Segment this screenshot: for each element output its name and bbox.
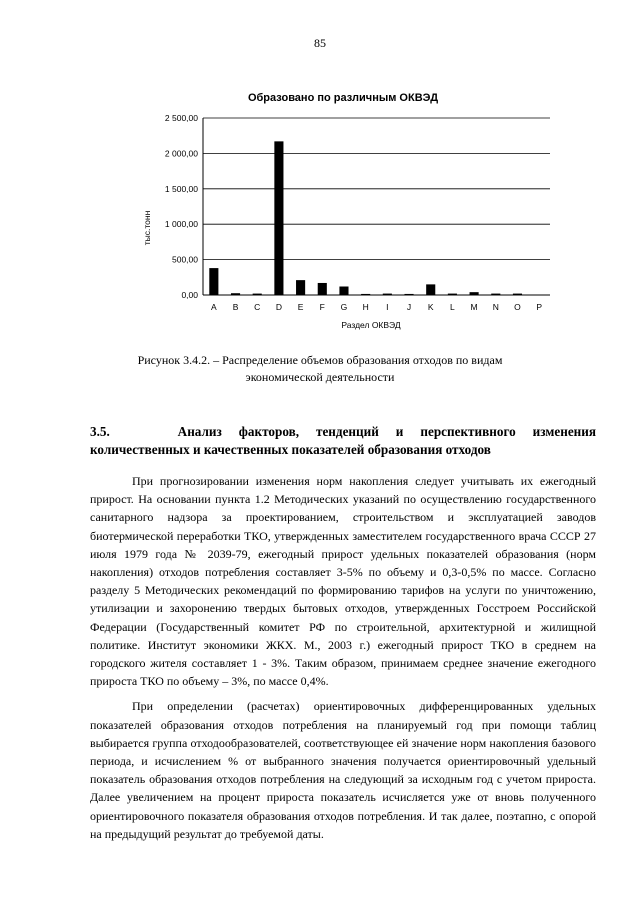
x-tick-label: G: [340, 302, 348, 312]
chart-grid: [203, 118, 550, 295]
chart-y-ticks: [165, 113, 198, 300]
bar-E: [296, 280, 305, 295]
x-tick-label: E: [297, 302, 304, 312]
y-tick-label: 1 000,00: [164, 219, 198, 230]
x-tick-label: D: [275, 302, 282, 312]
x-tick-label: O: [514, 302, 521, 312]
x-tick-label: K: [427, 302, 434, 312]
section-title-line-1: Анализ факторов, тенденций и перспективного изменения: [177, 424, 596, 439]
chart-x-ticks: [211, 302, 542, 312]
x-tick-label: J: [406, 302, 412, 312]
bar-N: [491, 294, 500, 295]
bar-O: [513, 294, 522, 295]
section-heading: [90, 423, 596, 459]
x-tick-label: C: [254, 302, 261, 312]
figure-caption: [100, 352, 540, 386]
body-text: [90, 472, 596, 850]
paragraph-1: При прогнозировании изменения норм накопления следует учитывать их ежегодный прирост. На основании пункта 1.2 Методических указаний по осуществлению государственного санитарного надзора за проектированием, строительством и эксплуатацией заводов биотермической переработки ТКО, утвержденных заместителем государственного врача СССР 27 июля 1979 года № 2039-79, ежегодный прирост удельных показателей образования (норм накопления) отходов потребления составляет 3-5% по объему и 0,3-0,5% по массе. Согласно разделу 5 Методических рекомендаций по формированию тарифов на услуги по уничтожению, утилизации и захоронению твердых бытовых отходов, утвержденных Госстроем Российской Федерации (Государственный комитет РФ по строительной, архитектурной и жилищной политике. Институт экономики ЖКХ. М., 2003 г.) ежегодный прирост ТКО в среднем на городского жителя составляет 1 - 3%. Таким образом, принимаем среднее значение ежегодного прироста ТКО по объему – 3%, по массе 0,4%.: [90, 474, 596, 689]
x-tick-label: F: [319, 302, 325, 312]
x-tick-label: P: [536, 302, 542, 312]
caption-line-2: экономической деятельности: [245, 370, 395, 384]
bar-M: [470, 292, 479, 295]
x-tick-label: M: [470, 302, 478, 312]
x-tick-label: A: [211, 302, 217, 312]
bar-I: [383, 294, 392, 295]
y-tick-label: 2 000,00: [164, 148, 198, 159]
x-tick-label: I: [386, 302, 389, 312]
bar-L: [448, 294, 457, 295]
bar-chart: [128, 80, 558, 345]
caption-line-1: Рисунок 3.4.2. – Распределение объемов образования отходов по видам: [137, 353, 503, 367]
bar-J: [404, 294, 413, 295]
x-tick-label: H: [362, 302, 369, 312]
chart-bars: [209, 141, 543, 295]
bar-C: [253, 294, 262, 295]
paragraph-2: При определении (расчетах) ориентировочных дифференцированных удельных показателей образования отходов потребления на планируемый год при помощи таблиц выбирается группа отходообразователей, соответствующее ей значение норм накопления базового периода, и исчислением % от выбранного значения получается ориентировочный удельный показатель образования отходов потребления на следующий за исходным год с учетом прироста. Далее увеличением на процент прироста показатель исчисляется уже от вновь полученного ориентировочного показателя образования отходов потребления. И так далее, поэтапно, с опорой на предыдущий результат до требуемой даты.: [90, 699, 596, 841]
chart-y-axis-label: тыс.тонн: [142, 210, 152, 246]
bar-B: [231, 293, 240, 295]
y-tick-label: 2 500,00: [164, 113, 198, 123]
bar-A: [209, 268, 218, 295]
bar-P: [535, 295, 544, 296]
y-tick-label: 500,00: [172, 254, 198, 265]
chart-x-axis-label: Раздел ОКВЭД: [341, 320, 401, 330]
x-tick-label: N: [492, 302, 499, 312]
y-tick-label: 0,00: [181, 290, 198, 300]
bar-K: [426, 284, 435, 295]
page-number: 85: [314, 36, 326, 50]
section-number: 3.5.: [90, 424, 110, 439]
bar-D: [274, 141, 283, 295]
chart-title: Образовано по различным ОКВЭД: [247, 92, 439, 104]
y-tick-label: 1 500,00: [164, 183, 198, 194]
bar-G: [339, 287, 348, 295]
section-title-line-2: количественных и качественных показателей образования отходов: [90, 442, 491, 457]
bar-F: [318, 283, 327, 295]
bar-H: [361, 294, 370, 295]
chart-svg: [128, 80, 558, 345]
x-tick-label: L: [450, 302, 455, 312]
x-tick-label: B: [232, 302, 239, 312]
